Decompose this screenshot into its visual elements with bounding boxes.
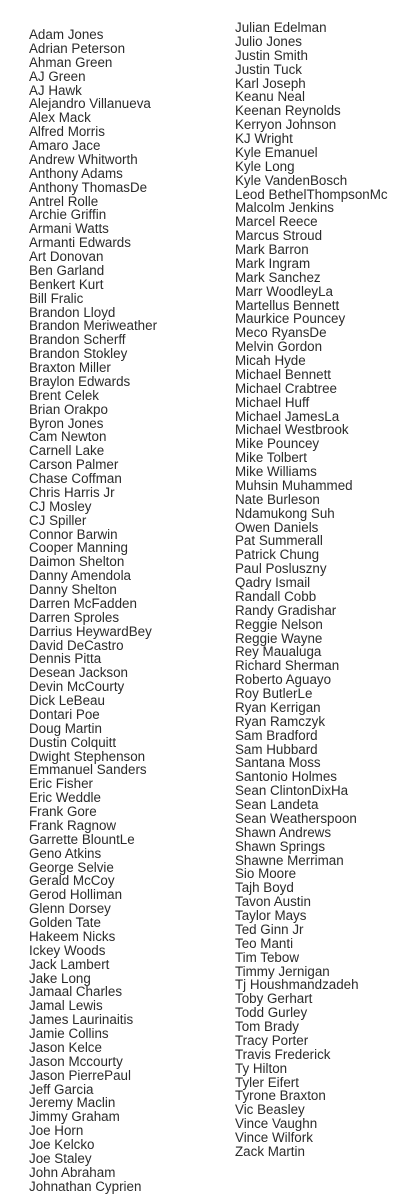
name-list-item: Michael Bennett — [235, 366, 332, 382]
name-list-item: Sean ClintonDixHa — [235, 783, 349, 799]
name-list-item: Cam Newton — [29, 429, 107, 445]
name-list-item: Santana Moss — [235, 755, 321, 771]
name-list-item: Joe Horn — [29, 1123, 84, 1139]
name-list-item: Dennis Pitta — [29, 651, 102, 667]
name-list-item: Mark Barron — [235, 242, 309, 257]
name-list-item: Hakeem Nicks — [29, 928, 116, 944]
name-list-item: Todd Gurley — [235, 1005, 308, 1021]
name-list-item: Art Donovan — [29, 249, 104, 264]
name-list-item: Jason PierrePaul — [29, 1067, 131, 1083]
name-list-item: Vic Beasley — [235, 1102, 305, 1118]
name-list-item: Karl Joseph — [235, 75, 306, 91]
name-list-item: Keanu Neal — [235, 89, 305, 105]
name-list-item: Malcolm Jenkins — [235, 200, 334, 216]
name-list-item: Ted Ginn Jr — [235, 921, 304, 937]
name-list-item: Gerald McCoy — [29, 873, 115, 889]
name-list-item: Reggie Nelson — [235, 616, 323, 632]
name-list-item: Timmy Jernigan — [235, 963, 330, 979]
name-list-item: Vince Wilfork — [235, 1130, 313, 1145]
name-list-item: Brandon Lloyd — [29, 304, 116, 320]
name-list-item: Tyler Eifert — [235, 1074, 299, 1090]
name-list-item: Tracy Porter — [235, 1032, 309, 1048]
name-list-item: Justin Tuck — [235, 61, 302, 77]
name-list-item: Glenn Dorsey — [29, 901, 111, 917]
name-list-item: Sean Landeta — [235, 797, 319, 812]
name-list-item: Ryan Kerrigan — [235, 699, 321, 715]
name-list-item: Marcel Reece — [235, 214, 318, 230]
name-list-item: Meco RyansDe — [235, 325, 327, 341]
name-list-item: Brandon Stokley — [29, 346, 128, 362]
name-list-item: KJ Wright — [235, 131, 293, 146]
name-list-item: Michael JamesLa — [235, 408, 340, 424]
name-list-item: Dick LeBeau — [29, 693, 105, 708]
name-list-item: Tajh Boyd — [235, 880, 294, 896]
name-list-item: Tom Brady — [235, 1019, 299, 1034]
name-list-item: Ben Garland — [29, 262, 105, 278]
name-list-item: Daimon Shelton — [29, 554, 125, 570]
name-list-item: Sio Moore — [235, 866, 297, 882]
name-list-item: Melvin Gordon — [235, 339, 323, 355]
name-list-item: Kerryon Johnson — [235, 117, 337, 133]
name-list-item: Mike Pouncey — [235, 436, 320, 452]
name-list-item: Archie Griffin — [29, 207, 107, 223]
name-list-item: Tim Tebow — [235, 949, 299, 965]
name-list-item: Shawn Andrews — [235, 824, 332, 840]
name-list-item: Taylor Mays — [235, 908, 307, 923]
name-list-item: CJ Spiller — [29, 512, 87, 528]
name-list-item: Anthony ThomasDe — [29, 179, 148, 195]
name-list-item: Micah Hyde — [235, 353, 306, 368]
name-list-item: Marcus Stroud — [235, 228, 323, 244]
name-list-item: Sam Bradford — [235, 727, 318, 743]
name-list-item: Connor Barwin — [29, 526, 118, 542]
name-list-item: AJ Hawk — [29, 82, 82, 98]
name-list-item: Marr WoodleyLa — [235, 283, 333, 299]
name-list-item: Doug Martin — [29, 720, 102, 736]
name-list-item: Darren Sproles — [29, 609, 120, 625]
name-list-item: Chris Harris Jr — [29, 484, 115, 500]
name-list-item: Ty Hilton — [235, 1060, 288, 1076]
name-list-item: Jason Kelce — [29, 1039, 102, 1055]
name-list-item: Owen Daniels — [235, 519, 319, 535]
name-list-item: Julian Edelman — [235, 20, 327, 35]
name-list-item: Andrew Whitworth — [29, 151, 138, 167]
name-list-item: Sam Hubbard — [235, 741, 318, 757]
name-list-item: Roberto Aguayo — [235, 672, 332, 688]
name-list-item: Armanti Edwards — [29, 235, 131, 251]
name-list-item: Bill Fralic — [29, 290, 84, 306]
name-list-item: Kyle Emanuel — [235, 144, 318, 160]
name-list-item: Joe Kelcko — [29, 1137, 95, 1152]
name-list-item: Mike Tolbert — [235, 450, 307, 466]
name-list-item: Vince Vaughn — [235, 1116, 318, 1132]
name-list-item: Golden Tate — [29, 915, 101, 930]
name-list-item: Jeff Garcia — [29, 1081, 94, 1097]
name-list-item: Eric Weddle — [29, 790, 101, 806]
name-list-item: Ahman Green — [29, 54, 113, 70]
name-list-item: Johnathan Cyprien — [29, 1178, 142, 1194]
name-list-item: Patrick Chung — [235, 547, 320, 563]
name-list-item: Nate Burleson — [235, 491, 320, 507]
name-list-item: Shawn Springs — [235, 838, 326, 854]
name-list-item: Carnell Lake — [29, 443, 105, 459]
name-list-item: Emmanuel Sanders — [29, 762, 147, 778]
name-list-item: Danny Amendola — [29, 568, 131, 584]
name-list-item: Jamaal Charles — [29, 984, 123, 1000]
name-list-item: Chase Coffman — [29, 471, 122, 486]
name-list-item: Michael Crabtree — [235, 380, 337, 396]
name-list-item: Shawne Merriman — [235, 852, 344, 868]
name-list-item: Ryan Ramczyk — [235, 713, 326, 729]
name-list-item: Leod BethelThompsonMc — [235, 186, 388, 202]
name-list-item: Muhsin Muhammed — [235, 477, 353, 493]
name-list-item: Tyrone Braxton — [235, 1088, 326, 1104]
name-list-item: Brandon Scherff — [29, 332, 126, 348]
name-list-item: Tj Houshmandzadeh — [235, 977, 359, 993]
name-list-item: Justin Smith — [235, 47, 308, 63]
name-list-item: Randall Cobb — [235, 588, 317, 604]
name-list-item: Jamie Collins — [29, 1026, 109, 1041]
name-list-item: Jake Long — [29, 970, 91, 986]
name-list-item: Antrel Rolle — [29, 193, 99, 209]
name-list-item: Mark Sanchez — [235, 269, 321, 285]
name-list-item: Jeremy Maclin — [29, 1095, 116, 1111]
name-list-item: Kyle VandenBosch — [235, 172, 348, 188]
name-list-item: Paul Posluszny — [235, 561, 327, 577]
name-list-item: Mike Williams — [235, 464, 317, 479]
name-list-item: Adam Jones — [29, 27, 104, 42]
name-list-item: Dontari Poe — [29, 706, 100, 722]
name-list-item: Ndamukong Suh — [235, 505, 335, 521]
name-list-item: Alex Mack — [29, 110, 91, 126]
name-list-item: Santonio Holmes — [235, 769, 337, 785]
name-list-item: Qadry Ismail — [235, 575, 311, 590]
name-list-item: Armani Watts — [29, 221, 109, 237]
name-list-item: Mark Ingram — [235, 255, 311, 271]
name-list-item: Roy ButlerLe — [235, 686, 313, 701]
name-list-item: Gerod Holliman — [29, 887, 123, 903]
name-list-item: James Laurinaitis — [29, 1012, 134, 1028]
name-list-item: Jimmy Graham — [29, 1109, 120, 1125]
name-list-item: Tavon Austin — [235, 894, 311, 910]
name-list-item: Keenan Reynolds — [235, 103, 341, 119]
name-list-item: Amaro Jace — [29, 138, 101, 153]
name-list-item: Anthony Adams — [29, 165, 123, 181]
name-list-item: Martellus Bennett — [235, 297, 340, 313]
name-list-item: Darrius HeywardBey — [29, 623, 152, 639]
name-list-item: Brent Celek — [29, 387, 99, 403]
name-list-item: Richard Sherman — [235, 658, 340, 674]
name-list-right-column — [235, 21, 388, 1159]
name-list-item: Rey Maualuga — [235, 644, 322, 660]
name-list-item: Ickey Woods — [29, 942, 106, 958]
name-list-item: Frank Gore — [29, 804, 97, 819]
name-list-item: Joe Staley — [29, 1150, 92, 1166]
name-list-item: George Selvie — [29, 859, 114, 875]
name-list-item: Toby Gerhart — [235, 991, 313, 1007]
name-list-item: Geno Atkins — [29, 845, 102, 861]
name-list-item: Frank Ragnow — [29, 817, 117, 833]
name-list-item: Darren McFadden — [29, 595, 137, 611]
name-list-item: Kyle Long — [235, 158, 295, 174]
name-list-item: Reggie Wayne — [235, 630, 323, 646]
name-list-item: Dustin Colquitt — [29, 734, 117, 750]
name-list-item: Sean Weatherspoon — [235, 810, 357, 826]
name-list-item: Carson Palmer — [29, 457, 119, 473]
name-list-item: Byron Jones — [29, 415, 104, 431]
name-list-item: CJ Mosley — [29, 498, 92, 514]
name-list-item: John Abraham — [29, 1164, 116, 1180]
name-list-item: Teo Manti — [235, 935, 294, 951]
name-list-item: Alejandro Villanueva — [29, 96, 151, 112]
name-list-item: Braxton Miller — [29, 360, 111, 375]
name-list-item: David DeCastro — [29, 637, 124, 653]
name-list-item: Braylon Edwards — [29, 373, 131, 389]
name-list-item: AJ Green — [29, 68, 86, 84]
name-list-item: Zack Martin — [235, 1143, 305, 1159]
name-list-item: Travis Frederick — [235, 1046, 331, 1062]
name-list-item: Jack Lambert — [29, 956, 110, 972]
name-list-left-column — [29, 28, 157, 1194]
name-list-item: Jamal Lewis — [29, 998, 103, 1014]
name-list-item: Garrette BlountLe — [29, 831, 135, 847]
name-list-item: Adrian Peterson — [29, 40, 126, 56]
name-list-item: Jason Mccourty — [29, 1053, 123, 1069]
name-list-item: Pat Summerall — [235, 533, 323, 549]
name-list-item: Maurkice Pouncey — [235, 311, 346, 327]
name-list-item: Desean Jackson — [29, 665, 128, 681]
name-list-item: Eric Fisher — [29, 776, 93, 792]
name-list-item: Danny Shelton — [29, 582, 117, 597]
name-list-item: Michael Westbrook — [235, 422, 349, 438]
name-list-item: Alfred Morris — [29, 124, 105, 140]
name-list-item: Brian Orakpo — [29, 401, 108, 417]
name-list-item: Dwight Stephenson — [29, 748, 146, 764]
name-list-item: Randy Gradishar — [235, 602, 337, 618]
name-list-item: Brandon Meriweather — [29, 318, 158, 334]
name-list-item: Devin McCourty — [29, 679, 125, 695]
name-list-item: Julio Jones — [235, 33, 302, 49]
name-list-item: Michael Huff — [235, 394, 310, 410]
name-list-item: Cooper Manning — [29, 540, 129, 556]
name-list-item: Benkert Kurt — [29, 276, 104, 292]
